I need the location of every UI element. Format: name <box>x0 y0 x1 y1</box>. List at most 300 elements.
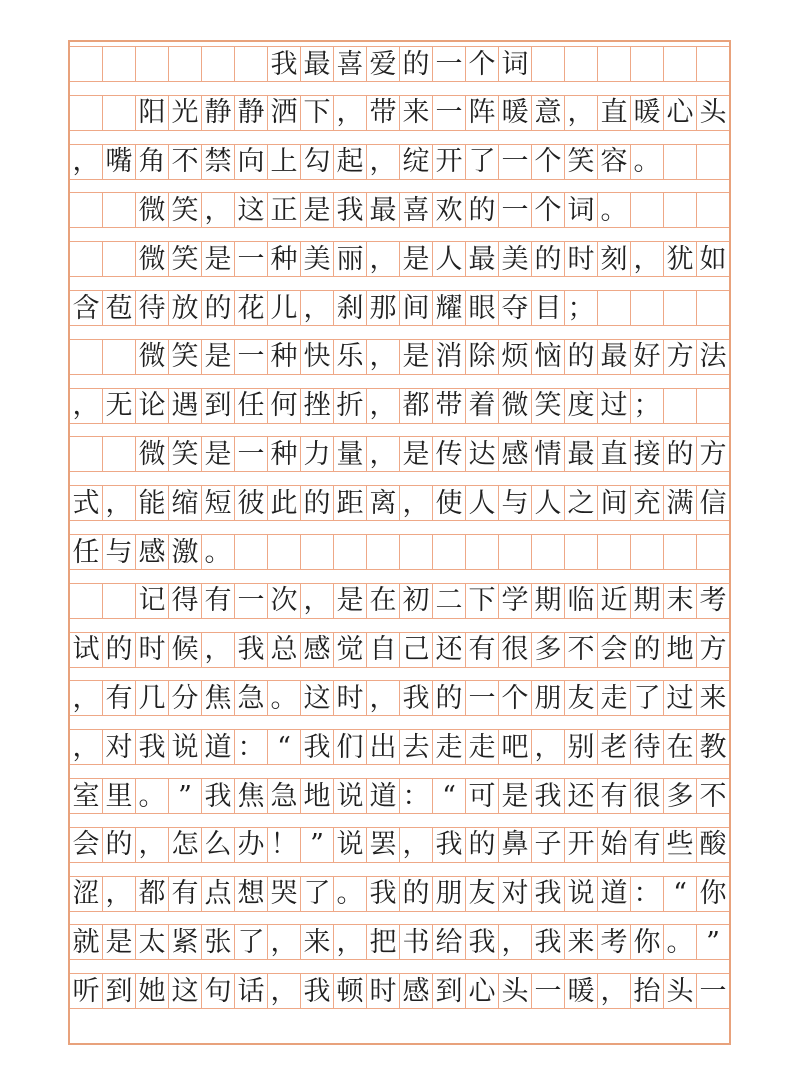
grid-cell <box>169 47 202 81</box>
grid-cell: 的 <box>400 47 433 81</box>
text-line <box>70 192 729 228</box>
grid-cell: 有 <box>103 681 136 715</box>
grid-cell: 分 <box>169 681 202 715</box>
grid-cell: 个 <box>532 193 565 227</box>
grid-cell: 还 <box>565 779 598 813</box>
text-line <box>70 680 729 716</box>
grid-cell: ， <box>631 242 664 276</box>
grid-cell: ， <box>367 145 400 179</box>
grid-cell: 量 <box>334 437 367 471</box>
grid-cell: 乐 <box>334 340 367 374</box>
grid-cell: 洒 <box>268 96 301 130</box>
grid-cell: 你 <box>631 925 664 959</box>
grid-cell: 刻 <box>598 242 631 276</box>
grid-cell: 临 <box>565 584 598 618</box>
grid-cell: 一 <box>466 681 499 715</box>
grid-cell <box>301 535 334 569</box>
grid-cell: 说 <box>169 730 202 764</box>
grid-cell: 此 <box>268 486 301 520</box>
grid-cell: 挫 <box>301 389 334 423</box>
grid-cell: 时 <box>334 681 367 715</box>
grid-cell: 暖 <box>631 96 664 130</box>
grid-cell: 上 <box>268 145 301 179</box>
text-line <box>70 924 729 960</box>
text-line <box>70 632 729 668</box>
grid-cell: 缩 <box>169 486 202 520</box>
grid-cell: 我 <box>433 828 466 862</box>
grid-cell: 的 <box>466 828 499 862</box>
grid-cell: 方 <box>699 634 727 666</box>
grid-cell: 方 <box>664 340 697 374</box>
grid-cell: 会 <box>598 633 631 667</box>
grid-cell: 时 <box>136 633 169 667</box>
grid-cell <box>697 389 729 423</box>
grid-cell: 我 <box>334 193 367 227</box>
grid-cell: 词 <box>565 193 598 227</box>
grid-cell: 可 <box>466 779 499 813</box>
grid-cell: 与 <box>499 486 532 520</box>
grid-cell: 到 <box>202 389 235 423</box>
grid-cell: 书 <box>400 925 433 959</box>
grid-cell <box>697 145 729 179</box>
grid-cell: ， <box>70 730 103 764</box>
grid-cell: 听 <box>70 974 103 1008</box>
grid-cell: 教 <box>699 731 727 763</box>
grid-cell: ； <box>631 389 664 423</box>
grid-cell: 在 <box>367 584 400 618</box>
grid-cell: 除 <box>466 340 499 374</box>
grid-cell: 彼 <box>235 486 268 520</box>
grid-cell: 何 <box>268 389 301 423</box>
grid-cell: 静 <box>235 96 268 130</box>
grid-cell: 期 <box>532 584 565 618</box>
grid-cell: ， <box>103 877 136 911</box>
grid-cell <box>631 193 664 227</box>
grid-cell: 微 <box>136 193 169 227</box>
grid-cell: 感 <box>301 633 334 667</box>
grid-cell: 花 <box>235 291 268 325</box>
grid-cell <box>103 340 136 374</box>
grid-cell: 友 <box>466 877 499 911</box>
grid-cell: 是 <box>400 340 433 374</box>
grid-cell: 信 <box>699 487 727 519</box>
grid-cell <box>70 340 103 374</box>
grid-cell: 嘴 <box>103 145 136 179</box>
grid-cell: 这 <box>169 974 202 1008</box>
grid-cell: ， <box>70 145 103 179</box>
text-line <box>70 729 729 765</box>
grid-cell: 待 <box>136 291 169 325</box>
grid-cell: 学 <box>499 584 532 618</box>
grid-cell: ， <box>598 974 631 1008</box>
grid-cell: 含 <box>70 291 103 325</box>
grid-cell <box>697 291 729 325</box>
grid-cell: 多 <box>664 779 697 813</box>
grid-cell: 的 <box>103 828 136 862</box>
grid-cell <box>400 535 433 569</box>
grid-cell: 我 <box>466 925 499 959</box>
text-line <box>70 534 729 570</box>
grid-cell: 夺 <box>499 291 532 325</box>
grid-cell <box>532 47 565 81</box>
grid-cell: 给 <box>433 925 466 959</box>
grid-cell: 的 <box>466 193 499 227</box>
grid-cell: 的 <box>565 340 598 374</box>
text-line <box>70 290 729 326</box>
grid-cell <box>697 535 729 569</box>
grid-cell: 我 <box>202 779 235 813</box>
grid-cell: 说 <box>334 779 367 813</box>
grid-cell <box>103 96 136 130</box>
grid-cell: 微 <box>136 340 169 374</box>
grid-cell: 都 <box>400 389 433 423</box>
grid-cell: 恼 <box>532 340 565 374</box>
grid-cell: ： <box>235 730 268 764</box>
grid-cell: 最 <box>466 242 499 276</box>
grid-cell: 个 <box>532 145 565 179</box>
grid-cell: ， <box>367 340 400 374</box>
grid-cell: 多 <box>532 633 565 667</box>
grid-cell: 说 <box>334 828 367 862</box>
grid-cell <box>631 291 664 325</box>
grid-cell: 直 <box>598 96 631 130</box>
grid-cell: 焦 <box>235 779 268 813</box>
grid-cell: 头 <box>699 97 727 129</box>
grid-cell: 遇 <box>169 389 202 423</box>
grid-cell: 折 <box>334 389 367 423</box>
grid-cell: 短 <box>202 486 235 520</box>
grid-cell: 了 <box>235 925 268 959</box>
grid-cell: 道 <box>202 730 235 764</box>
grid-cell: 笑 <box>532 389 565 423</box>
grid-cell: 里 <box>103 779 136 813</box>
grid-cell: 二 <box>433 584 466 618</box>
grid-cell: 来 <box>565 925 598 959</box>
grid-cell: 到 <box>433 974 466 1008</box>
grid-cell: 烦 <box>499 340 532 374</box>
grid-cell: 有 <box>631 828 664 862</box>
grid-cell: ， <box>103 486 136 520</box>
grid-cell <box>235 535 268 569</box>
grid-cell: 最 <box>367 193 400 227</box>
grid-cell: 下 <box>301 96 334 130</box>
grid-cell: 是 <box>400 437 433 471</box>
grid-cell: ， <box>301 584 334 618</box>
grid-cell <box>235 47 268 81</box>
grid-cell: 来 <box>400 96 433 130</box>
grid-cell: 。 <box>202 535 235 569</box>
grid-cell: 说 <box>565 877 598 911</box>
grid-cell <box>697 193 729 227</box>
grid-cell: 儿 <box>268 291 301 325</box>
grid-cell: 期 <box>631 584 664 618</box>
grid-cell: 暖 <box>565 974 598 1008</box>
grid-cell: 绽 <box>400 145 433 179</box>
grid-cell: 一 <box>235 437 268 471</box>
grid-cell: 一 <box>433 47 466 81</box>
grid-cell: 了 <box>631 681 664 715</box>
grid-cell: 容 <box>598 145 631 179</box>
grid-cell: 是 <box>202 242 235 276</box>
grid-cell <box>103 47 136 81</box>
grid-cell: 这 <box>301 681 334 715</box>
grid-cell: 个 <box>466 47 499 81</box>
grid-cell: 鼻 <box>499 828 532 862</box>
grid-cell: 笑 <box>169 193 202 227</box>
grid-cell: 有 <box>202 584 235 618</box>
grid-cell: 记 <box>136 584 169 618</box>
grid-cell: ， <box>400 486 433 520</box>
grid-cell <box>70 47 103 81</box>
grid-cell: 心 <box>664 96 697 130</box>
grid-cell: 犹 <box>664 242 697 276</box>
grid-cell: 过 <box>598 389 631 423</box>
grid-cell: 地 <box>664 633 697 667</box>
grid-cell: 我 <box>532 779 565 813</box>
grid-cell: 接 <box>631 437 664 471</box>
grid-cell: 一 <box>699 975 727 1007</box>
grid-cell: 着 <box>466 389 499 423</box>
grid-cell <box>103 193 136 227</box>
grid-cell: 。 <box>334 877 367 911</box>
grid-cell: 那 <box>367 291 400 325</box>
grid-cell: 都 <box>136 877 169 911</box>
grid-cell: 走 <box>466 730 499 764</box>
grid-cell: 我 <box>268 47 301 81</box>
grid-cell: 放 <box>169 291 202 325</box>
grid-cell: 我 <box>532 925 565 959</box>
grid-cell <box>466 535 499 569</box>
grid-cell: 不 <box>699 780 727 812</box>
grid-cell <box>631 535 664 569</box>
grid-cell: ！ <box>268 828 301 862</box>
grid-cell: ： <box>400 779 433 813</box>
grid-cell: 欢 <box>433 193 466 227</box>
grid-cell: 如 <box>699 243 727 275</box>
grid-cell: 急 <box>268 779 301 813</box>
grid-cell: 使 <box>433 486 466 520</box>
grid-cell <box>664 47 697 81</box>
grid-cell: 苞 <box>103 291 136 325</box>
grid-cell: 间 <box>400 291 433 325</box>
grid-cell: ” <box>169 779 202 813</box>
grid-cell: 就 <box>70 925 103 959</box>
grid-cell: 笑 <box>565 145 598 179</box>
grid-cell: ， <box>367 437 400 471</box>
grid-cell: 个 <box>499 681 532 715</box>
grid-cell: 一 <box>235 242 268 276</box>
grid-cell <box>664 145 697 179</box>
grid-cell: 激 <box>169 535 202 569</box>
grid-cell: 急 <box>235 681 268 715</box>
grid-cell: 别 <box>565 730 598 764</box>
grid-cell: 力 <box>301 437 334 471</box>
grid-cell: ， <box>202 193 235 227</box>
grid-cell <box>268 535 301 569</box>
grid-cell: 是 <box>334 584 367 618</box>
grid-cell: 道 <box>367 779 400 813</box>
grid-cell: “ <box>664 877 697 911</box>
grid-cell: 办 <box>235 828 268 862</box>
grid-cell: 顿 <box>334 974 367 1008</box>
grid-cell: ， <box>532 730 565 764</box>
grid-cell: 是 <box>499 779 532 813</box>
grid-cell: 笑 <box>169 437 202 471</box>
grid-cell: 几 <box>136 681 169 715</box>
grid-cell: 开 <box>565 828 598 862</box>
grid-cell: 把 <box>367 925 400 959</box>
grid-cell: 美 <box>499 242 532 276</box>
grid-cell: 还 <box>433 633 466 667</box>
grid-cell: 度 <box>565 389 598 423</box>
grid-cell: 丽 <box>334 242 367 276</box>
grid-cell: 不 <box>169 145 202 179</box>
grid-cell: 很 <box>499 633 532 667</box>
grid-cell: 目 <box>532 291 565 325</box>
grid-cell: 待 <box>631 730 664 764</box>
grid-cell: 朋 <box>433 877 466 911</box>
grid-cell <box>697 47 729 81</box>
grid-cell: 微 <box>136 437 169 471</box>
grid-cell <box>664 535 697 569</box>
grid-cell: 句 <box>202 974 235 1008</box>
grid-cell: 最 <box>565 437 598 471</box>
grid-cell: 情 <box>532 437 565 471</box>
grid-cell: 论 <box>136 389 169 423</box>
grid-cell: 勾 <box>301 145 334 179</box>
grid-cell: 的 <box>532 242 565 276</box>
grid-cell: “ <box>268 730 301 764</box>
grid-cell: ， <box>565 96 598 130</box>
text-line <box>70 827 729 863</box>
grid-cell: 是 <box>301 193 334 227</box>
grid-cell: 会 <box>70 828 103 862</box>
grid-cell: 去 <box>400 730 433 764</box>
grid-cell: 人 <box>466 486 499 520</box>
grid-cell: 来 <box>301 925 334 959</box>
grid-cell: 微 <box>499 389 532 423</box>
grid-cell: 爱 <box>367 47 400 81</box>
grid-cell <box>70 193 103 227</box>
grid-cell: ， <box>400 828 433 862</box>
text-line <box>70 46 729 82</box>
grid-cell: 心 <box>466 974 499 1008</box>
composition-paper <box>68 40 731 1045</box>
grid-cell: 她 <box>136 974 169 1008</box>
grid-cell <box>70 242 103 276</box>
grid-cell: 时 <box>367 974 400 1008</box>
grid-cell: 了 <box>301 877 334 911</box>
grid-cell: ” <box>706 926 720 958</box>
grid-cell <box>664 291 697 325</box>
grid-cell <box>103 584 136 618</box>
text-line <box>70 583 729 619</box>
grid-cell: 是 <box>400 242 433 276</box>
grid-cell: 抬 <box>631 974 664 1008</box>
grid-cell: 地 <box>301 779 334 813</box>
grid-cell: 这 <box>235 193 268 227</box>
grid-cell: 么 <box>202 828 235 862</box>
grid-cell: 考 <box>598 925 631 959</box>
grid-cell: 耀 <box>433 291 466 325</box>
grid-cell: 能 <box>136 486 169 520</box>
grid-cell: 光 <box>169 96 202 130</box>
grid-cell: 我 <box>367 877 400 911</box>
grid-cell: 阵 <box>466 96 499 130</box>
grid-cell: 距 <box>334 486 367 520</box>
grid-cell: 人 <box>532 486 565 520</box>
grid-cell: 笑 <box>169 242 202 276</box>
grid-cell: 有 <box>466 633 499 667</box>
grid-cell: 感 <box>499 437 532 471</box>
grid-cell: 种 <box>268 242 301 276</box>
grid-cell: 的 <box>631 633 664 667</box>
grid-cell: 的 <box>664 437 697 471</box>
grid-cell <box>598 291 631 325</box>
grid-cell: 对 <box>103 730 136 764</box>
grid-cell: 角 <box>136 145 169 179</box>
grid-cell: 子 <box>532 828 565 862</box>
grid-cell: ； <box>565 291 598 325</box>
grid-cell: 些 <box>664 828 697 862</box>
grid-cell: 美 <box>301 242 334 276</box>
grid-cell: 开 <box>433 145 466 179</box>
grid-cell: ， <box>334 925 367 959</box>
grid-cell: 老 <box>598 730 631 764</box>
grid-cell: ， <box>268 925 301 959</box>
grid-cell: 我 <box>400 681 433 715</box>
grid-cell: 的 <box>202 291 235 325</box>
grid-cell: 我 <box>235 633 268 667</box>
grid-cell: 末 <box>664 584 697 618</box>
grid-cell: 的 <box>433 681 466 715</box>
grid-cell: 我 <box>301 730 334 764</box>
grid-cell: 直 <box>598 437 631 471</box>
grid-cell <box>70 584 103 618</box>
grid-cell: 我 <box>301 974 334 1008</box>
grid-cell: 吧 <box>499 730 532 764</box>
grid-cell: 喜 <box>400 193 433 227</box>
grid-cell <box>499 535 532 569</box>
grid-cell: ， <box>70 389 103 423</box>
grid-cell: 来 <box>699 682 727 714</box>
grid-cell: 在 <box>664 730 697 764</box>
text-line <box>70 973 729 1009</box>
grid-cell: 话 <box>235 974 268 1008</box>
grid-cell <box>103 437 136 471</box>
grid-cell: 不 <box>565 633 598 667</box>
grid-cell: 到 <box>103 974 136 1008</box>
grid-cell: 微 <box>136 242 169 276</box>
grid-cell: 怎 <box>169 828 202 862</box>
grid-cell: 酸 <box>699 829 727 861</box>
text-line <box>70 436 729 472</box>
grid-cell: 人 <box>433 242 466 276</box>
grid-cell: 一 <box>499 193 532 227</box>
grid-cell: ： <box>631 877 664 911</box>
grid-cell: 。 <box>268 681 301 715</box>
grid-cell: 道 <box>598 877 631 911</box>
grid-cell: 涩 <box>70 877 103 911</box>
grid-cell: 己 <box>400 633 433 667</box>
grid-cell: 太 <box>136 925 169 959</box>
text-line <box>70 339 729 375</box>
grid-cell: 种 <box>268 340 301 374</box>
text-line <box>70 95 729 131</box>
grid-cell: 室 <box>70 779 103 813</box>
grid-cell: 一 <box>433 96 466 130</box>
grid-cell <box>70 437 103 471</box>
